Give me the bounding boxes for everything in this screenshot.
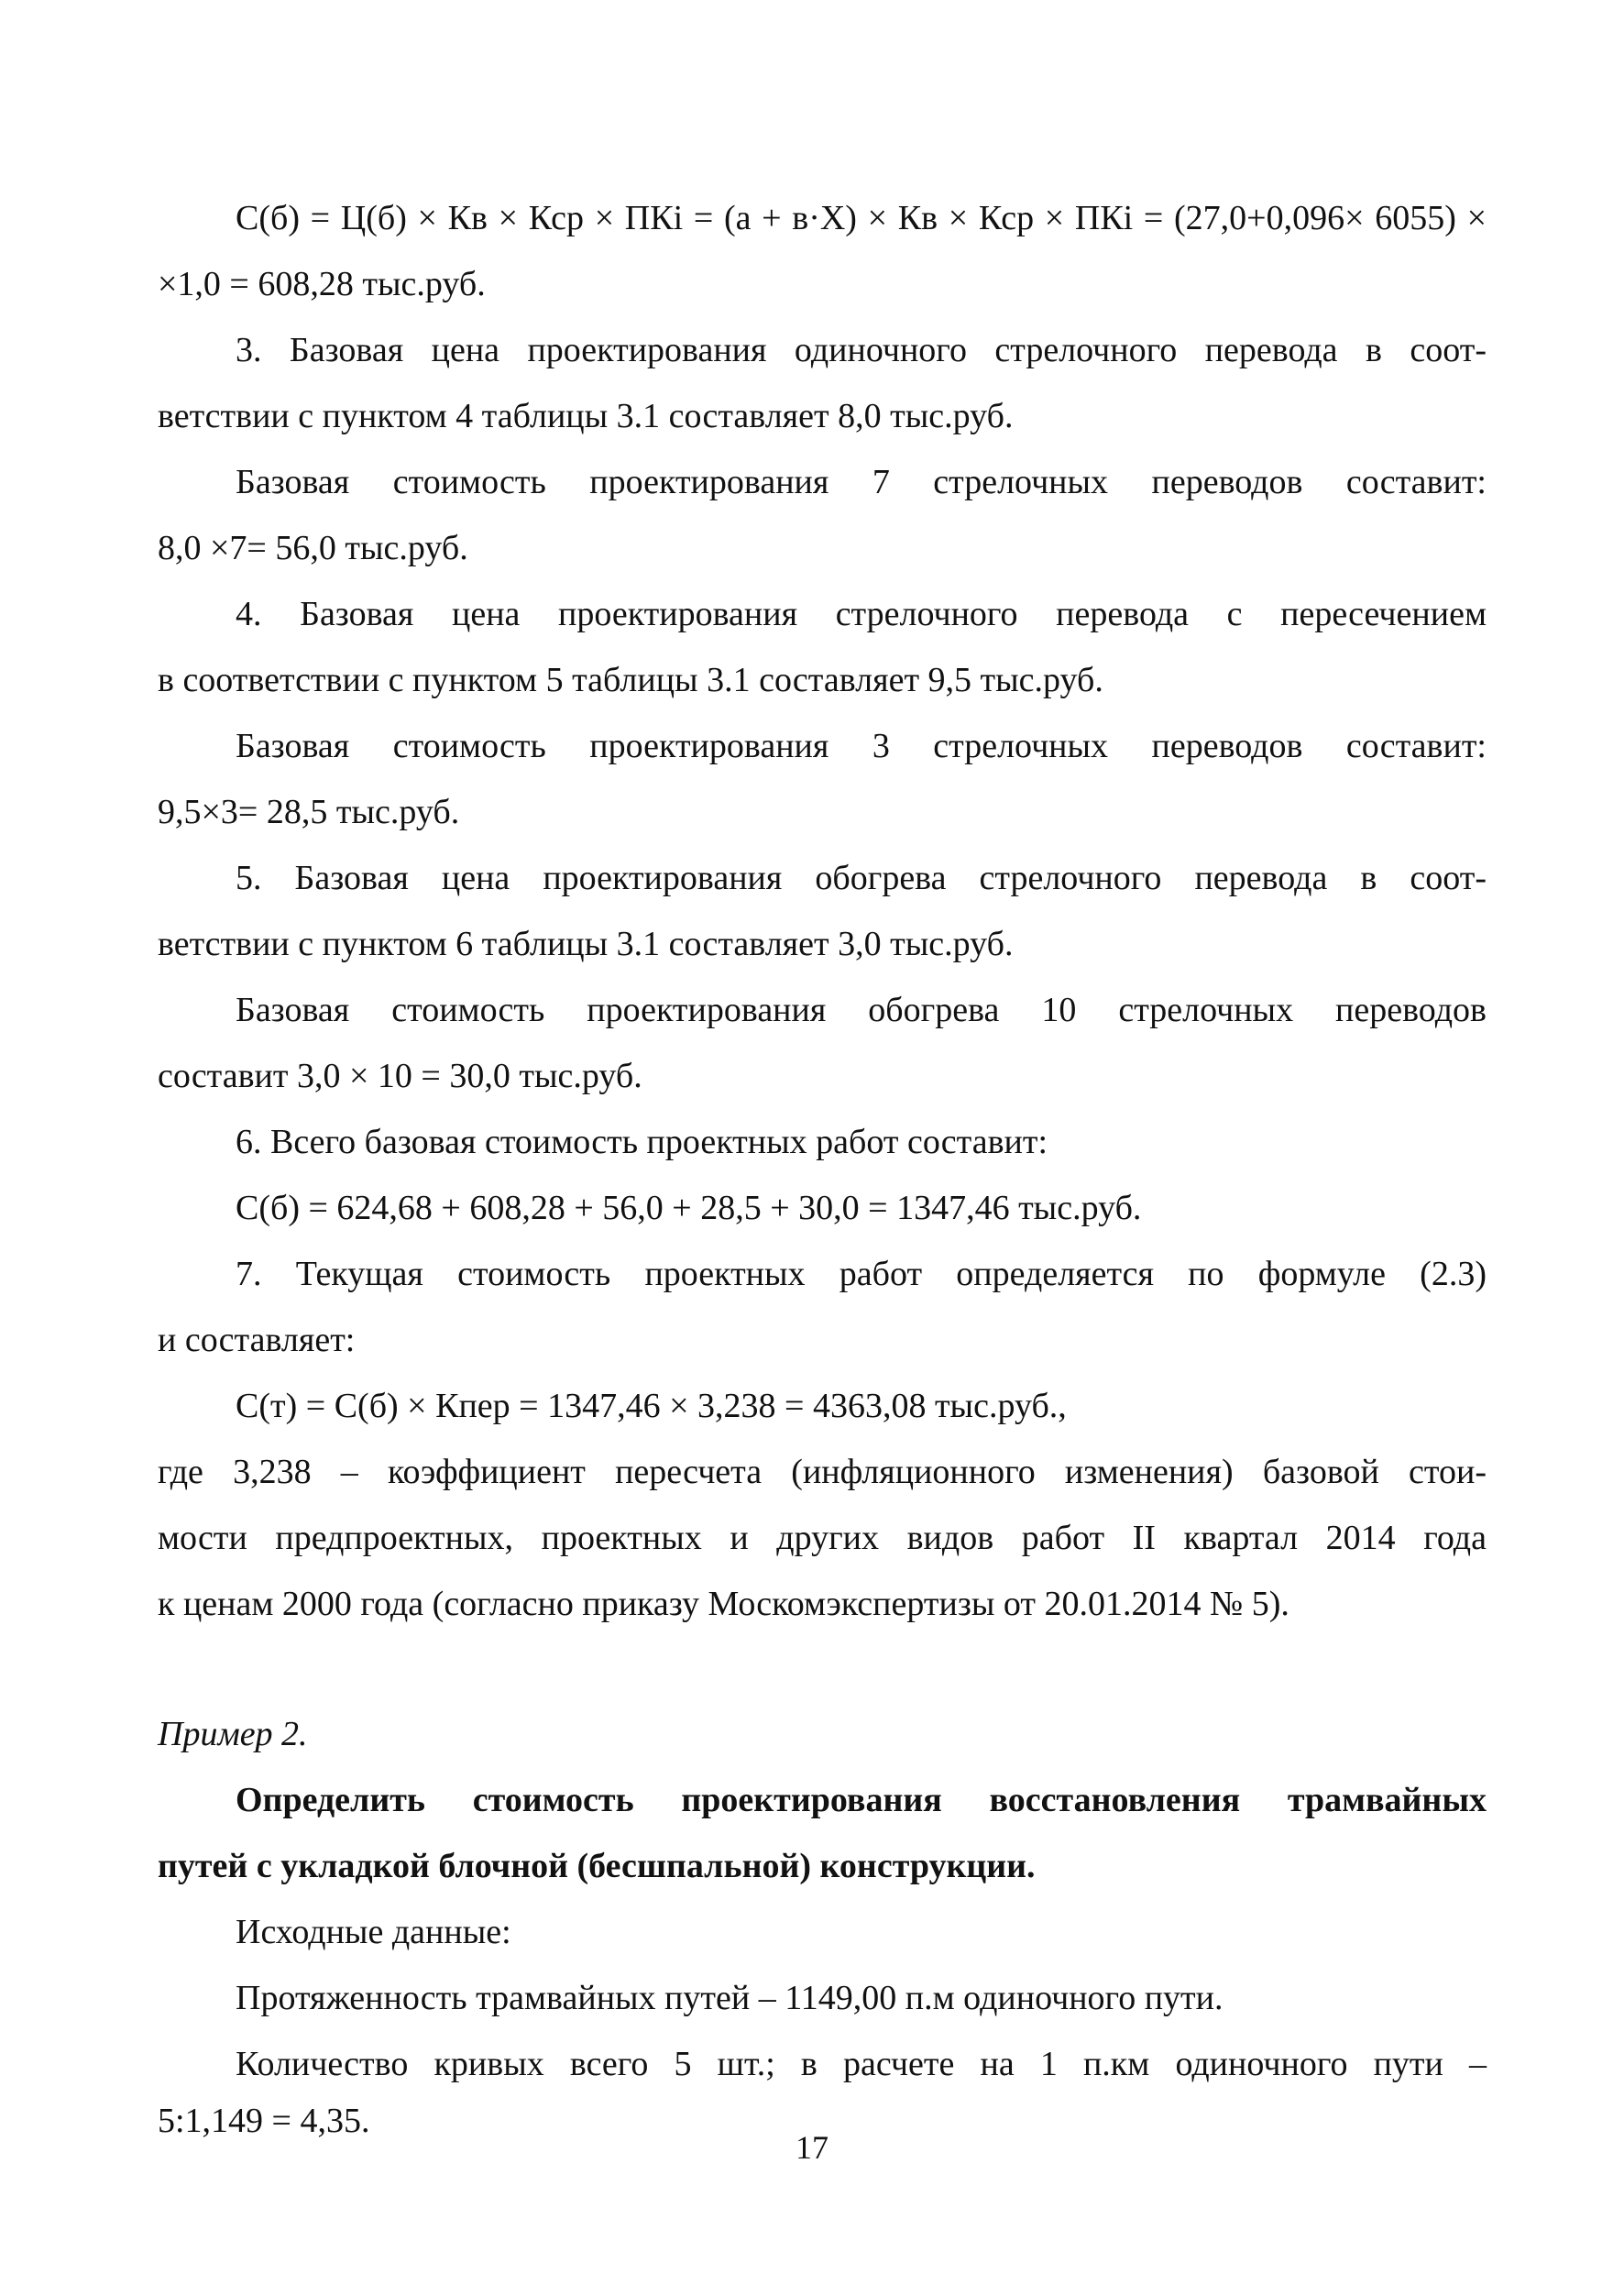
paragraph-line: Протяженность трамвайных путей – 1149,00 п.м одиночного пути. [236, 1979, 1223, 2017]
page-number: 17 [796, 2129, 828, 2166]
paragraph-line: Базовая стоимость проектирования 3 стрелочных переводов составит: [236, 727, 1487, 765]
paragraph-line: 5. Базовая цена проектирования обогрева стрелочного перевода в соот- [236, 859, 1487, 897]
paragraph-line: Базовая стоимость проектирования 7 стрелочных переводов составит: [236, 463, 1487, 501]
paragraph-line: 5:1,149 = 4,35. [158, 2102, 370, 2140]
task-title: Определить стоимость проектирования восстановления трамвайных [236, 1781, 1487, 1819]
subheading: Исходные данные: [236, 1913, 511, 1951]
example-heading: Пример 2. [158, 1715, 308, 1753]
paragraph-line: мости предпроектных, проектных и других видов работ II квартал 2014 года [158, 1519, 1487, 1557]
formula-line: С(б) = 624,68 + 608,28 + 56,0 + 28,5 + 30,0 = 1347,46 тыс.руб. [236, 1189, 1142, 1227]
paragraph-line: ветствии с пунктом 6 таблицы 3.1 составляет 3,0 тыс.руб. [158, 925, 1014, 963]
paragraph-line: в соответствии с пунктом 5 таблицы 3.1 составляет 9,5 тыс.руб. [158, 661, 1103, 699]
paragraph-line: ветствии с пунктом 4 таблицы 3.1 составляет 8,0 тыс.руб. [158, 397, 1014, 435]
formula-line: С(т) = С(б) × Кпер = 1347,46 × 3,238 = 4363,08 тыс.руб., [236, 1387, 1067, 1425]
paragraph-line: где 3,238 – коэффициент пересчета (инфляционного изменения) базовой стои- [158, 1453, 1487, 1491]
formula-line: С(б) = Ц(б) × Кв × Кср × ПКi = (а + в·Х) × Кв × Кср × ПКi = (27,0+0,096× 6055) × [236, 199, 1487, 237]
paragraph-line: 6. Всего базовая стоимость проектных работ составит: [236, 1123, 1048, 1161]
task-title: путей с укладкой блочной (бесшпальной) конструкции. [158, 1847, 1036, 1885]
paragraph-line: 8,0 ×7= 56,0 тыс.руб. [158, 529, 468, 567]
paragraph-line: 7. Текущая стоимость проектных работ определяется по формуле (2.3) [236, 1255, 1487, 1293]
paragraph-line: 9,5×3= 28,5 тыс.руб. [158, 793, 460, 831]
paragraph-line: Базовая стоимость проектирования обогрева 10 стрелочных переводов [236, 991, 1487, 1029]
paragraph-line: 4. Базовая цена проектирования стрелочного перевода с пересечением [236, 595, 1487, 633]
paragraph-line: к ценам 2000 года (согласно приказу Москомэкспертизы от 20.01.2014 № 5). [158, 1585, 1289, 1623]
paragraph-line: и составляет: [158, 1321, 356, 1359]
paragraph-line: 3. Базовая цена проектирования одиночного стрелочного перевода в соот- [236, 331, 1487, 369]
paragraph-line: составит 3,0 × 10 = 30,0 тыс.руб. [158, 1057, 642, 1095]
paragraph-line: Количество кривых всего 5 шт.; в расчете на 1 п.км одиночного пути – [236, 2045, 1487, 2083]
formula-continuation: ×1,0 = 608,28 тыс.руб. [158, 265, 486, 303]
